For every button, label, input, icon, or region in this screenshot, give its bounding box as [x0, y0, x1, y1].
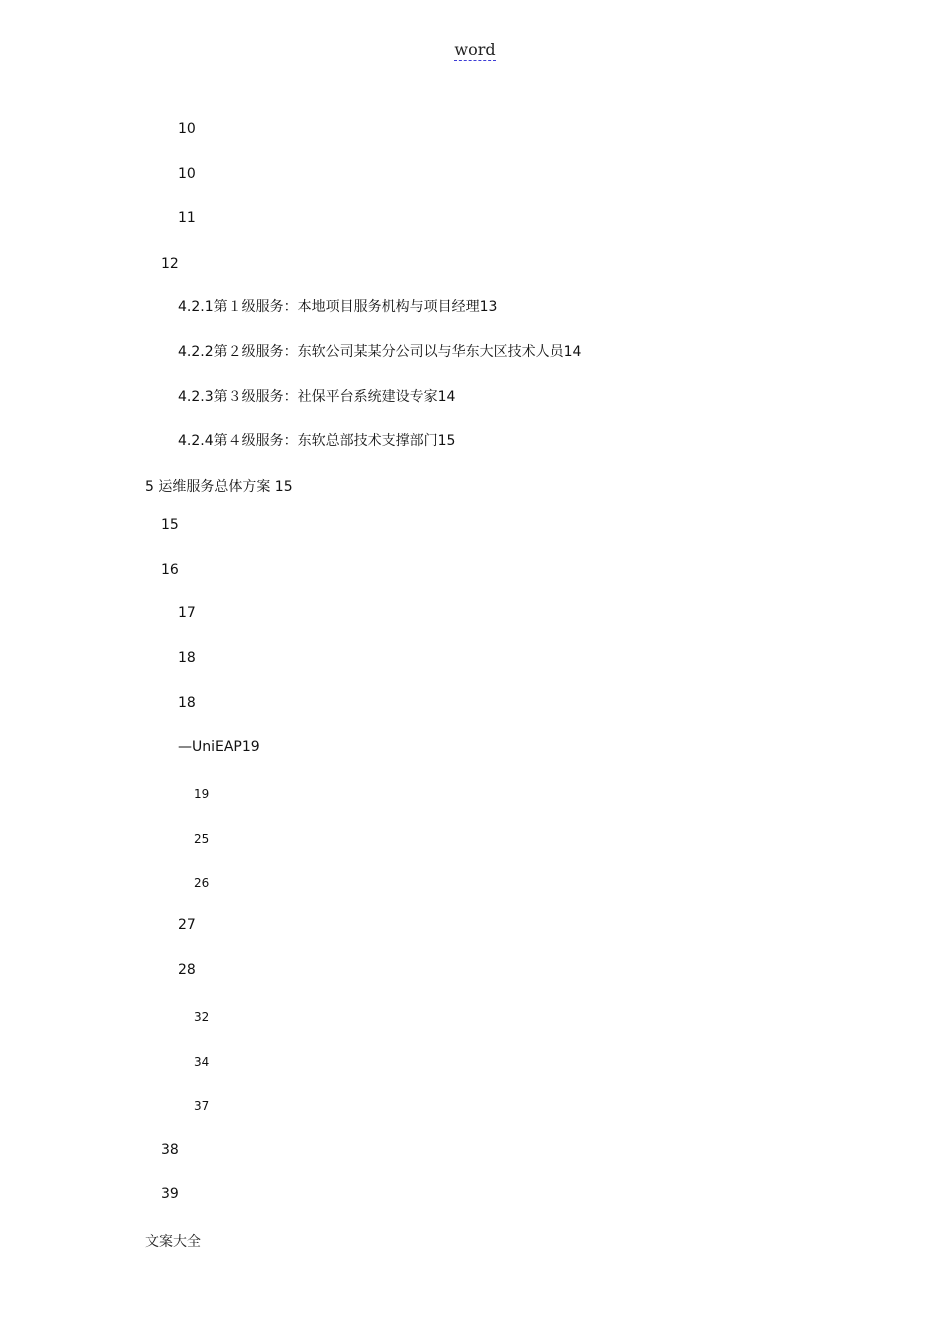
toc-entry[interactable]: 4.2.4第４级服务：东软总部技术支撑部门15: [178, 433, 456, 449]
toc-entry[interactable]: 4.2.1第１级服务：本地项目服务机构与项目经理13: [178, 299, 498, 315]
toc-entry[interactable]: 18: [178, 695, 196, 711]
toc-entry[interactable]: 15: [161, 517, 179, 533]
page-header: [0, 40, 950, 59]
toc-entry[interactable]: 38: [161, 1142, 179, 1158]
toc-entry[interactable]: 4.2.2第２级服务：东软公司某某分公司以与华东大区技术人员14: [178, 344, 582, 360]
toc-chapter-entry[interactable]: 5 运维服务总体方案 15: [145, 479, 293, 495]
toc-entry[interactable]: 37: [194, 1099, 210, 1113]
toc-entry[interactable]: 17: [178, 605, 196, 621]
toc-entry[interactable]: 25: [194, 832, 210, 846]
toc-entry[interactable]: 27: [178, 917, 196, 933]
toc-entry[interactable]: 19: [194, 787, 210, 801]
toc-entry[interactable]: 39: [161, 1186, 179, 1202]
toc-entry[interactable]: 12: [161, 256, 179, 272]
toc-entry[interactable]: 10: [178, 121, 196, 137]
toc-entry[interactable]: —UniEAP19: [178, 739, 260, 755]
toc-entry[interactable]: 26: [194, 876, 210, 890]
toc-entry[interactable]: 28: [178, 962, 196, 978]
toc-entry[interactable]: 32: [194, 1010, 210, 1024]
toc-entry[interactable]: 18: [178, 650, 196, 666]
toc-entry[interactable]: 34: [194, 1055, 210, 1069]
header-text: word: [454, 40, 496, 59]
toc-entry[interactable]: 4.2.3第３级服务：社保平台系统建设专家14: [178, 389, 456, 405]
page-footer: 文案大全: [145, 1234, 201, 1250]
toc-entry[interactable]: 10: [178, 166, 196, 182]
toc-entry[interactable]: 16: [161, 562, 179, 578]
toc-entry[interactable]: 11: [178, 210, 196, 226]
